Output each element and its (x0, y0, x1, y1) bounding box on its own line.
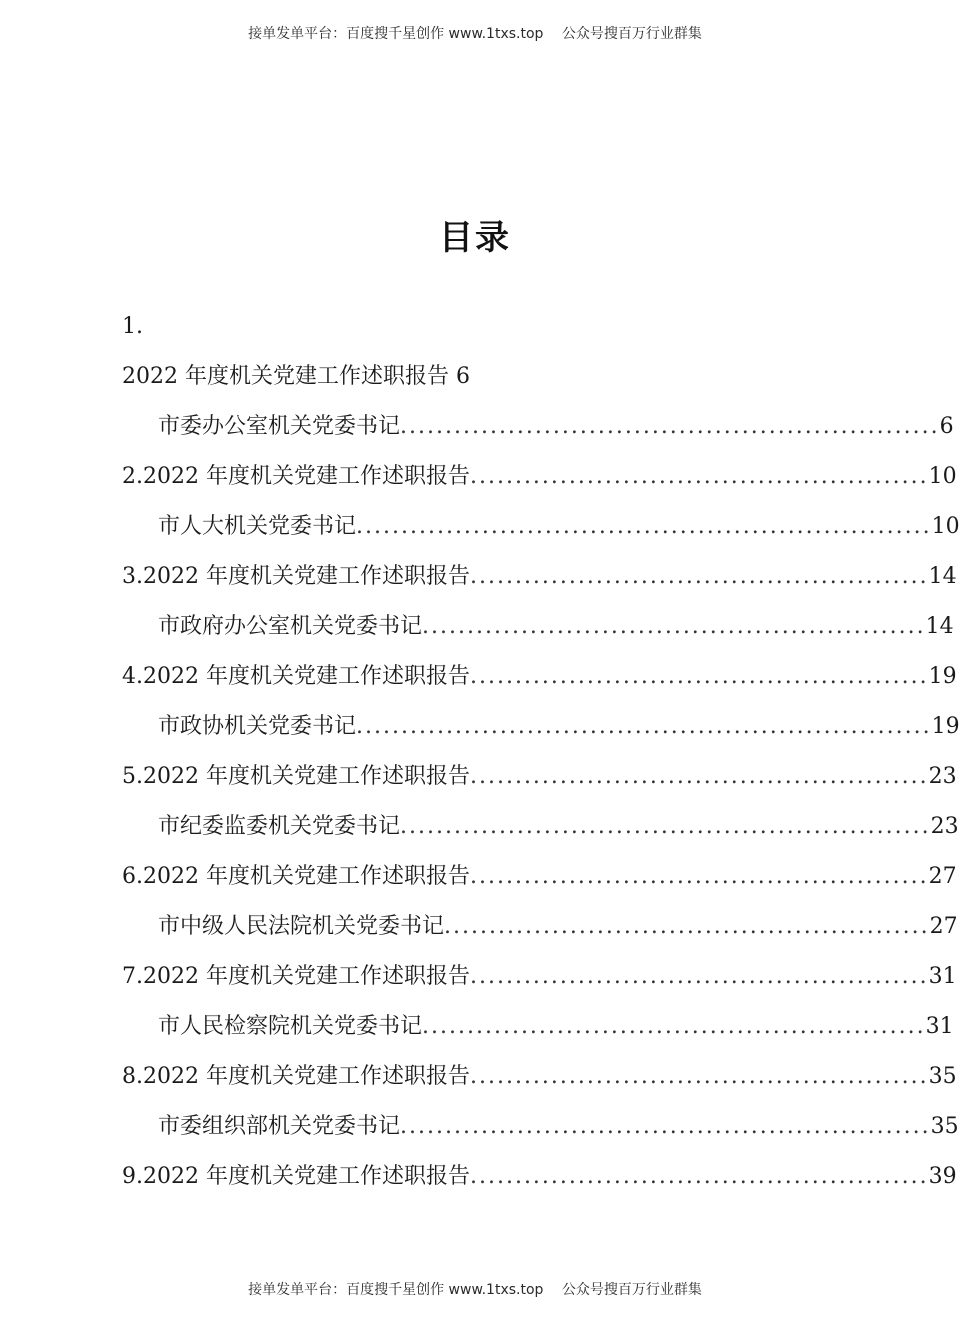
toc-page-number: 14 (925, 614, 954, 639)
toc-leader-dots: ................................................... (469, 764, 929, 789)
toc-entry-text: 市中级人民法院机关党委书记 (158, 914, 445, 939)
toc-entry-text: 6.2022 年度机关党建工作述职报告 (122, 864, 470, 889)
toc-entry[interactable] (122, 1152, 957, 1202)
header-banner: 接单发单平台：百度搜千星创作 www.1txs.top 公众号搜百万行业群集 (248, 26, 702, 42)
toc-entry-text: 8.2022 年度机关党建工作述职报告 (122, 1064, 470, 1089)
toc-leader-dots: ...................................................... (444, 914, 930, 939)
toc-page-number: 14 (928, 564, 957, 589)
toc-entry[interactable] (122, 452, 957, 502)
toc-entry[interactable] (122, 952, 957, 1002)
toc-entry-text: 4.2022 年度机关党建工作述职报告 (122, 664, 470, 689)
toc-entry-text: 5.2022 年度机关党建工作述职报告 (122, 764, 470, 789)
toc-page-number: 10 (928, 464, 957, 489)
toc-page-number: 35 (928, 1064, 957, 1089)
toc-leader-dots: ........................................................... (400, 1114, 931, 1139)
toc-leader-dots: ................................................... (469, 1164, 929, 1189)
toc-page-number: 31 (925, 1014, 954, 1039)
toc-first-number: 1. (122, 314, 143, 339)
toc-entry-text: 市政府办公室机关党委书记 (158, 614, 423, 639)
toc-page-number: 39 (928, 1164, 957, 1189)
toc-entry-text: 3.2022 年度机关党建工作述职报告 (122, 564, 470, 589)
toc-leader-dots: ................................................... (469, 864, 929, 889)
toc-entry[interactable] (122, 1102, 959, 1152)
toc-entry[interactable] (122, 902, 958, 952)
toc-entry[interactable] (122, 1052, 957, 1102)
table-of-contents (122, 302, 960, 1202)
toc-leader-dots: ................................................... (469, 564, 929, 589)
toc-leader-dots: ............................................................ (400, 414, 940, 439)
page-title: 目录 (439, 218, 511, 258)
toc-entry-text: 市委办公室机关党委书记 (158, 414, 401, 439)
toc-entry-text: 市委组织部机关党委书记 (158, 1114, 401, 1139)
toc-entry-text: 市人大机关党委书记 (158, 514, 357, 539)
toc-page-number: 27 (928, 864, 957, 889)
toc-entry[interactable] (122, 702, 960, 752)
toc-leader-dots: ........................................................ (422, 1014, 926, 1039)
toc-entry[interactable] (122, 1002, 954, 1052)
toc-page-number: 6 (939, 414, 954, 439)
toc-page-number: 19 (931, 714, 960, 739)
toc-entry[interactable] (122, 402, 954, 452)
toc-leader-dots: ................................................... (469, 1064, 929, 1089)
toc-entry[interactable] (122, 852, 957, 902)
toc-page-number: 23 (930, 814, 959, 839)
toc-leader-dots: ................................................................ (356, 514, 932, 539)
toc-entry-text: 市人民检察院机关党委书记 (158, 1014, 423, 1039)
toc-entry[interactable] (122, 752, 957, 802)
toc-entry[interactable] (122, 552, 957, 602)
toc-entry[interactable] (122, 502, 960, 552)
toc-entry-text: 9.2022 年度机关党建工作述职报告 (122, 1164, 470, 1189)
toc-page-number: 31 (928, 964, 957, 989)
toc-entry-text: 7.2022 年度机关党建工作述职报告 (122, 964, 470, 989)
toc-entry-text: 2.2022 年度机关党建工作述职报告 (122, 464, 470, 489)
footer-banner: 接单发单平台：百度搜千星创作 www.1txs.top 公众号搜百万行业群集 (248, 1282, 702, 1298)
toc-page-number: 35 (930, 1114, 959, 1139)
toc-leader-dots: ................................................... (469, 964, 929, 989)
toc-page-number: 23 (928, 764, 957, 789)
toc-page-number: 27 (929, 914, 958, 939)
toc-entry-text: 市纪委监委机关党委书记 (158, 814, 401, 839)
toc-leader-dots: ................................................... (469, 464, 929, 489)
toc-leader-dots: ........................................................ (422, 614, 926, 639)
toc-page-number: 19 (928, 664, 957, 689)
toc-entry-text: 市政协机关党委书记 (158, 714, 357, 739)
toc-leader-dots: ................................................................ (356, 714, 932, 739)
toc-leader-dots: ................................................... (469, 664, 929, 689)
toc-entry[interactable] (122, 602, 954, 652)
toc-entry[interactable] (122, 802, 959, 852)
toc-entry[interactable] (122, 652, 957, 702)
toc-first-title: 2022 年度机关党建工作述职报告 6 (122, 364, 470, 389)
toc-leader-dots: ........................................................... (400, 814, 931, 839)
toc-page-number: 10 (931, 514, 960, 539)
